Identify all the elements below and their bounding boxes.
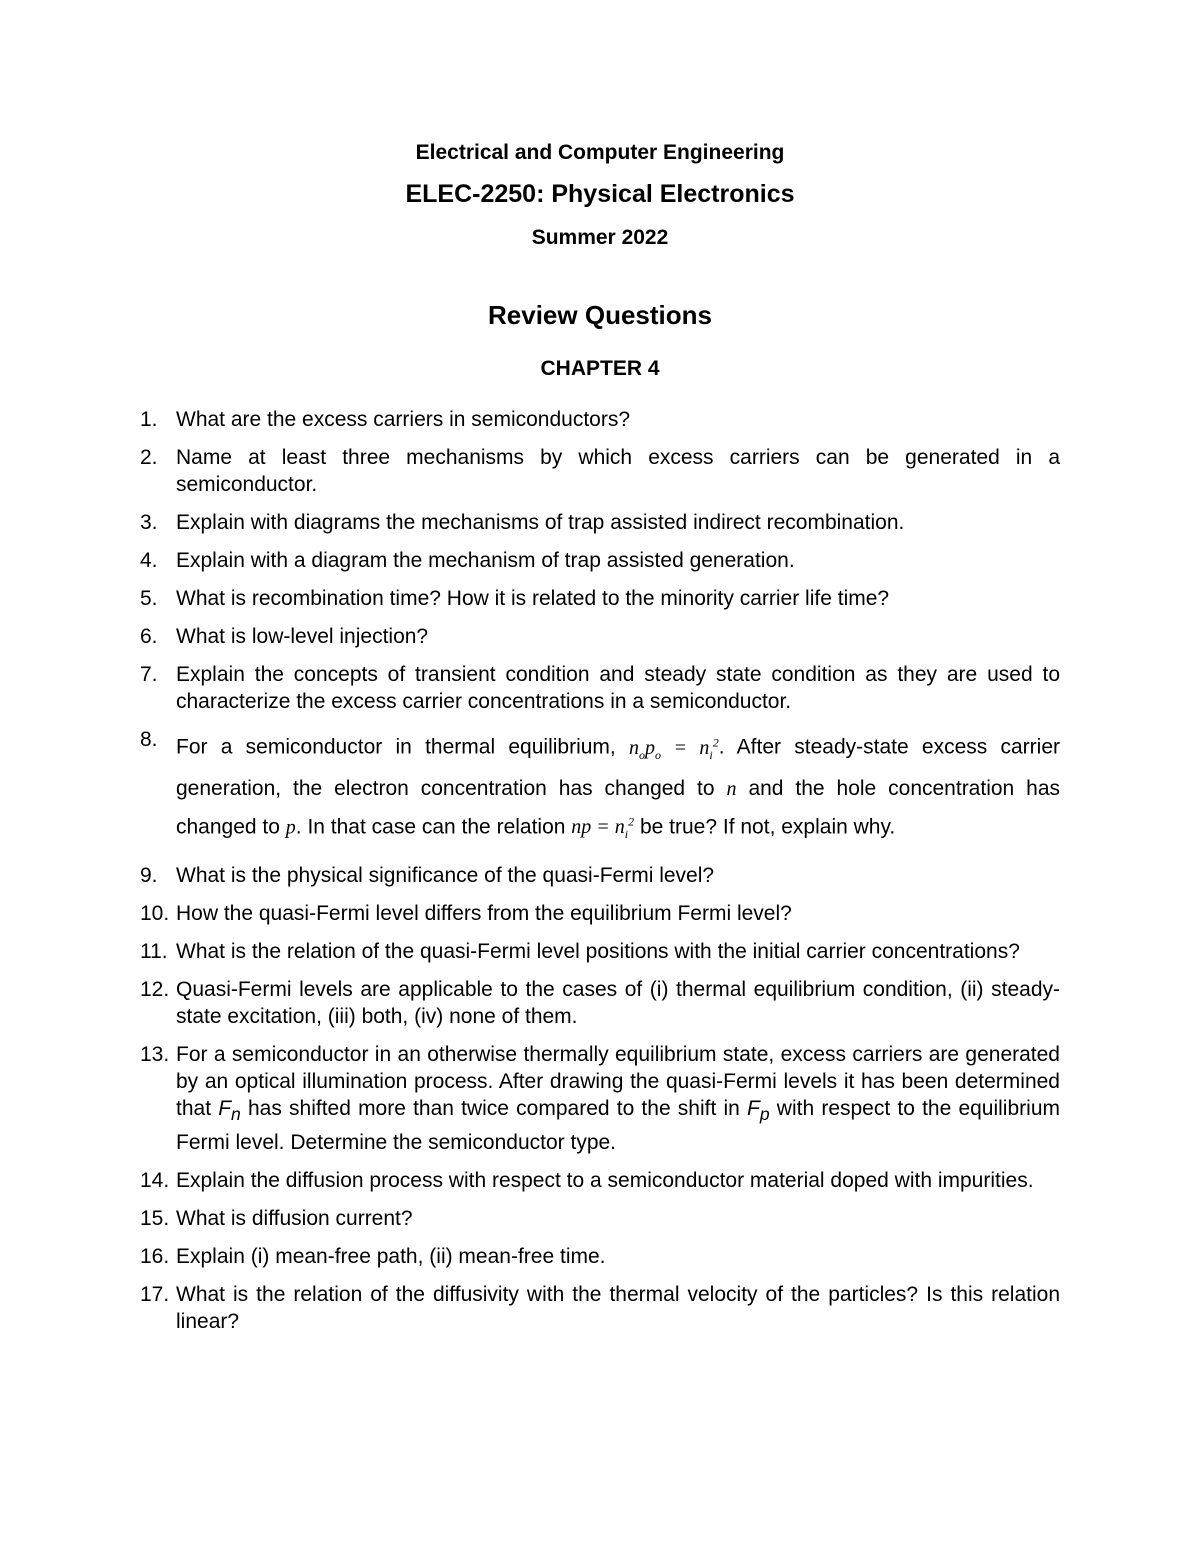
question-number: 10. [140,902,170,926]
question-number: 4. [140,549,158,572]
question-item [140,900,1060,927]
question-text: Explain the diffusion process with respect to a semiconductor material doped with impurities. [176,1168,1034,1192]
question-item [140,444,1060,498]
question-text [176,726,1060,851]
question-text: Explain with diagrams the mechanisms of trap assisted indirect recombination. [176,511,905,534]
department-name: Electrical and Computer Engineering [415,141,785,164]
question-text: How the quasi-Fermi level differs from the equilibrium Fermi level? [176,902,792,926]
question-item [140,1281,1060,1335]
question-item [140,1167,1060,1194]
question-text-part: has shifted more than twice compared to the shift in [247,1097,740,1121]
equilibrium-equation: $n_op_o = n_i^2$ [629,735,719,762]
question-item [140,938,1060,965]
question-text: Explain (i) mean-free path, (ii) mean-free time. [176,1244,606,1268]
question-text-part: . After steady-state excess carrier generation, the electron concentration has changed to [176,735,1061,800]
question-text-part: . In that case can the relation [295,815,566,839]
chapter-heading: CHAPTER 4 [540,357,660,380]
mass-action-equation: np = $n_i^2$ [571,814,635,842]
question-text-part: For a semiconductor in thermal equilibrium, [176,735,616,759]
question-item [140,1041,1060,1155]
question-item [140,976,1060,1030]
question-item [140,1243,1060,1270]
question-text [176,1041,1060,1155]
question-number: 1. [140,408,158,431]
question-number: 8. [140,728,158,751]
question-text-part: with respect to the equilibrium Fermi level. Determine the semiconductor type. [176,1097,1060,1154]
question-text: What is diffusion current? [176,1206,413,1230]
question-text: What are the excess carriers in semiconductors? [176,408,631,431]
document-title: Review Questions [488,300,712,330]
question-text-part: For a semiconductor in an otherwise thermally equilibrium state, excess carriers are generated by an optical illumination process. After drawing the quasi-Fermi levels it has been determined that [176,1043,1060,1121]
question-item [140,406,1060,433]
question-number: 2. [140,446,158,469]
question-text: What is the physical significance of the quasi-Fermi level? [176,864,715,888]
electron-concentration-symbol: n [726,777,737,800]
question-number: 3. [140,511,158,534]
question-text: What is the relation of the diffusivity with the thermal velocity of the particles? Is this relation linear? [176,1282,1060,1333]
question-number: 16. [140,1244,170,1268]
term: Summer 2022 [531,226,669,249]
question-number: 11. [140,940,168,964]
question-item [140,623,1060,650]
quasi-fermi-hole-symbol: $F_p$ [747,1097,770,1125]
question-number: 14. [140,1168,170,1192]
question-number: 9. [140,864,158,888]
question-number: 12. [140,978,170,1002]
question-text: Name at least three mechanisms by which excess carriers can be generated in a semiconductor. [176,446,1060,496]
question-text: What is the relation of the quasi-Fermi level positions with the initial carrier concentrations? [176,940,1020,964]
course-title: ELEC-2250: Physical Electronics [405,180,795,208]
question-text: Quasi-Fermi levels are applicable to the cases of (i) thermal equilibrium condition, (ii) steady-state excitation, (iii) both, (iv) none of them. [176,978,1060,1029]
question-item [140,1205,1060,1232]
question-number: 7. [140,663,158,686]
question-number: 6. [140,625,158,648]
question-item [140,661,1060,715]
question-text-part: and the hole concentration has changed to [176,776,1061,839]
question-item [140,509,1060,536]
question-item [140,547,1060,574]
question-number: 13. [140,1043,170,1067]
question-number: 17. [140,1282,170,1306]
question-number: 15. [140,1206,170,1230]
hole-concentration-symbol: p [285,816,296,839]
question-number: 5. [140,587,158,610]
quasi-fermi-electron-symbol: $F_n$ [218,1097,241,1125]
question-text-part: be true? If not, explain why. [639,815,896,839]
question-text: What is recombination time? How it is related to the minority carrier life time? [176,587,890,610]
question-text: Explain the concepts of transient condition and steady state condition as they are used to characterize the excess carrier concentrations in a semiconductor. [176,663,1060,713]
question-item [140,726,1060,851]
question-item [140,585,1060,612]
question-item [140,862,1060,889]
question-text: What is low-level injection? [176,625,429,648]
question-text: Explain with a diagram the mechanism of trap assisted generation. [176,549,795,572]
question-list [140,406,1060,1346]
